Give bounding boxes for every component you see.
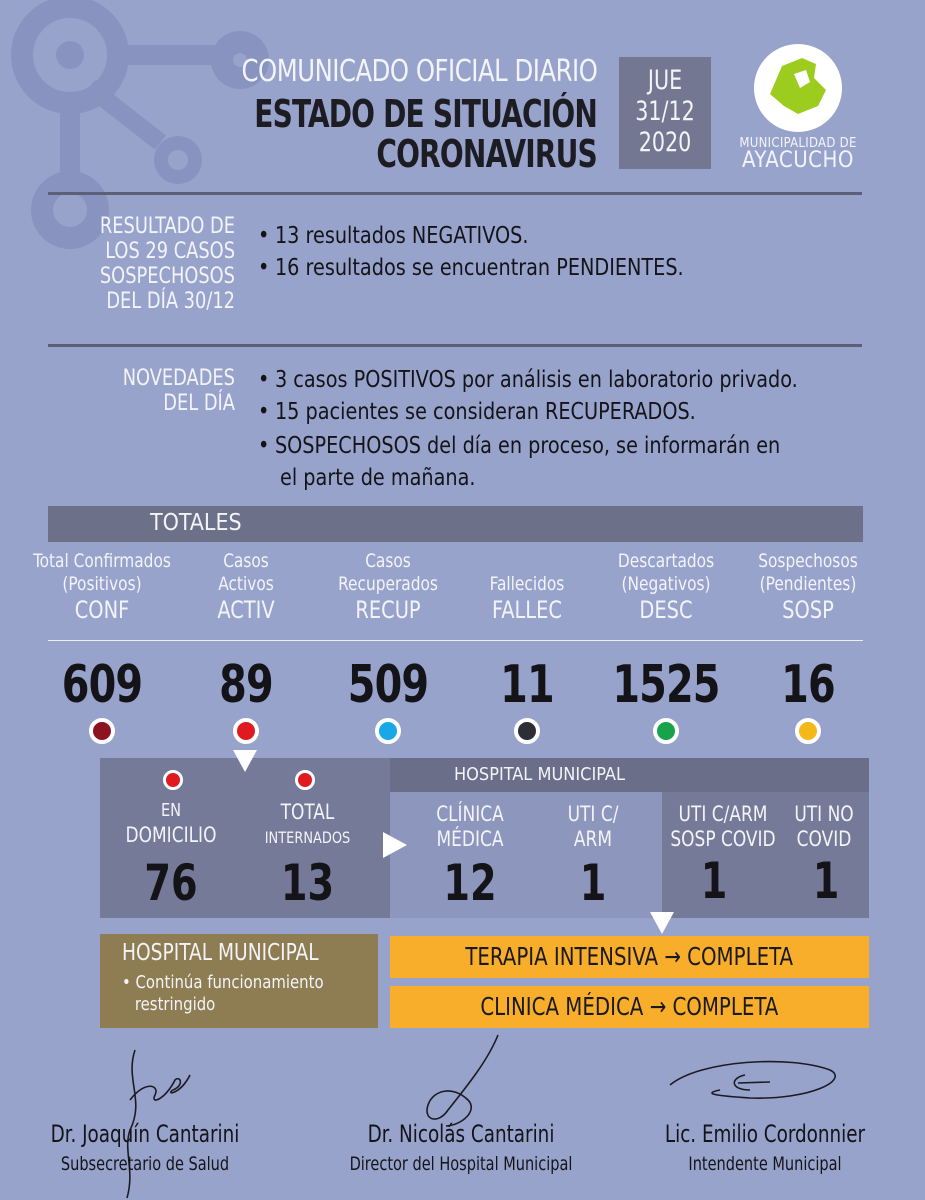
clinica-label: CLÍNICA MÉDICA bbox=[436, 802, 504, 851]
status-dot-icon bbox=[795, 718, 821, 744]
signature-role-2: Director del Hospital Municipal bbox=[349, 1153, 573, 1175]
date-daymonth: 31/12 bbox=[635, 96, 695, 127]
signature-2 bbox=[408, 1030, 508, 1130]
status-dot-icon bbox=[514, 718, 540, 744]
totales-value: 16 bbox=[781, 655, 835, 715]
logo-text-line2: AYACUCHO bbox=[742, 148, 854, 173]
hospital-title: HOSPITAL MUNICIPAL bbox=[454, 764, 625, 785]
resultado-item-2: • 16 resultados se encuentran PENDIENTES. bbox=[258, 255, 684, 281]
totales-col-label: Casos Recuperados RECUP bbox=[338, 550, 438, 624]
signature-name-2: Dr. Nicolás Cantarini bbox=[367, 1120, 555, 1148]
totales-col-label: Total Confirmados (Positivos) CONF bbox=[33, 550, 171, 624]
totales-label: TOTALES bbox=[150, 510, 242, 536]
status-dot-icon bbox=[89, 718, 115, 744]
header-line1: COMUNICADO OFICIAL DIARIO bbox=[241, 54, 597, 89]
uti-arm-sosp-label: UTI C/ARM SOSP COVID bbox=[670, 802, 776, 851]
totales-col-label: Sospechosos (Pendientes) SOSP bbox=[758, 550, 858, 624]
totales-value: 89 bbox=[219, 655, 273, 715]
terapia-status-bar: TERAPIA INTENSIVA → COMPLETA bbox=[390, 936, 869, 978]
divider bbox=[48, 640, 863, 641]
internados-label: TOTAL INTERNADOS bbox=[264, 800, 351, 847]
clinica-status-bar: CLINICA MÉDICA → COMPLETA bbox=[390, 986, 869, 1028]
totales-value: 1525 bbox=[612, 655, 720, 715]
hospital-box-title: HOSPITAL MUNICIPAL bbox=[122, 940, 319, 966]
domicilio-value: 76 bbox=[144, 854, 198, 912]
signature-role-1: Subsecretario de Salud bbox=[60, 1153, 230, 1175]
resultado-label: RESULTADO DE LOS 29 CASOS SOSPECHOSOS DEL DÍA 30/12 bbox=[99, 214, 236, 314]
novedades-item-2: • 15 pacientes se consideran RECUPERADOS. bbox=[258, 399, 696, 425]
domicilio-label: EN DOMICILIO bbox=[125, 800, 217, 847]
red-dot-icon bbox=[163, 770, 183, 790]
novedades-item-3-cont: el parte de mañana. bbox=[280, 465, 476, 491]
arrow-down-icon bbox=[233, 750, 257, 772]
totales-col-label: Fallecidos FALLEC bbox=[489, 573, 565, 624]
hospital-box-text: • Continúa funcionamiento restringido bbox=[122, 972, 324, 1015]
uti-no-value: 1 bbox=[812, 852, 840, 910]
totales-value: 11 bbox=[500, 655, 554, 715]
uti-arm-value: 1 bbox=[579, 854, 607, 912]
uti-arm-sosp-value: 1 bbox=[700, 852, 728, 910]
novedades-label: NOVEDADES DEL DÍA bbox=[122, 366, 235, 416]
internados-value: 13 bbox=[280, 854, 335, 912]
novedades-item-3: • SOSPECHOSOS del día en proceso, se informarán en bbox=[258, 433, 781, 459]
date-box bbox=[619, 57, 711, 169]
red-dot-icon bbox=[295, 770, 315, 790]
status-dot-icon bbox=[375, 718, 401, 744]
uti-arm-label: UTI C/ ARM bbox=[567, 802, 619, 851]
resultado-item-1: • 13 resultados NEGATIVOS. bbox=[258, 223, 529, 249]
clinica-value: 12 bbox=[443, 854, 497, 912]
signature-name-3: Lic. Emilio Cordonnier bbox=[664, 1120, 866, 1148]
divider bbox=[48, 192, 862, 195]
totales-value: 609 bbox=[61, 655, 143, 715]
signature-3 bbox=[660, 1050, 860, 1110]
totales-col-label: Casos Activos ACTIV bbox=[217, 550, 275, 624]
uti-no-label: UTI NO COVID bbox=[794, 802, 854, 851]
signature-name-1: Dr. Joaquín Cantarini bbox=[50, 1120, 240, 1148]
arrow-right-icon bbox=[383, 832, 407, 858]
header-line3: CORONAVIRUS bbox=[376, 132, 597, 176]
arrow-down-icon bbox=[650, 912, 674, 934]
logo-text-line1: MUNICIPALIDAD DE bbox=[739, 136, 857, 151]
date-year: 2020 bbox=[638, 127, 692, 158]
signature-role-3: Intendente Municipal bbox=[688, 1153, 842, 1175]
totales-col-label: Descartados (Negativos) DESC bbox=[617, 550, 715, 624]
totales-value: 509 bbox=[347, 655, 429, 715]
novedades-item-1: • 3 casos POSITIVOS por análisis en laboratorio privado. bbox=[258, 367, 798, 393]
divider bbox=[48, 344, 862, 347]
header-line2: ESTADO DE SITUACIÓN bbox=[254, 92, 597, 136]
date-day: JUE bbox=[647, 65, 683, 96]
status-dot-icon bbox=[653, 718, 679, 744]
ayacucho-map-icon bbox=[754, 44, 842, 132]
status-dot-icon bbox=[233, 718, 259, 744]
